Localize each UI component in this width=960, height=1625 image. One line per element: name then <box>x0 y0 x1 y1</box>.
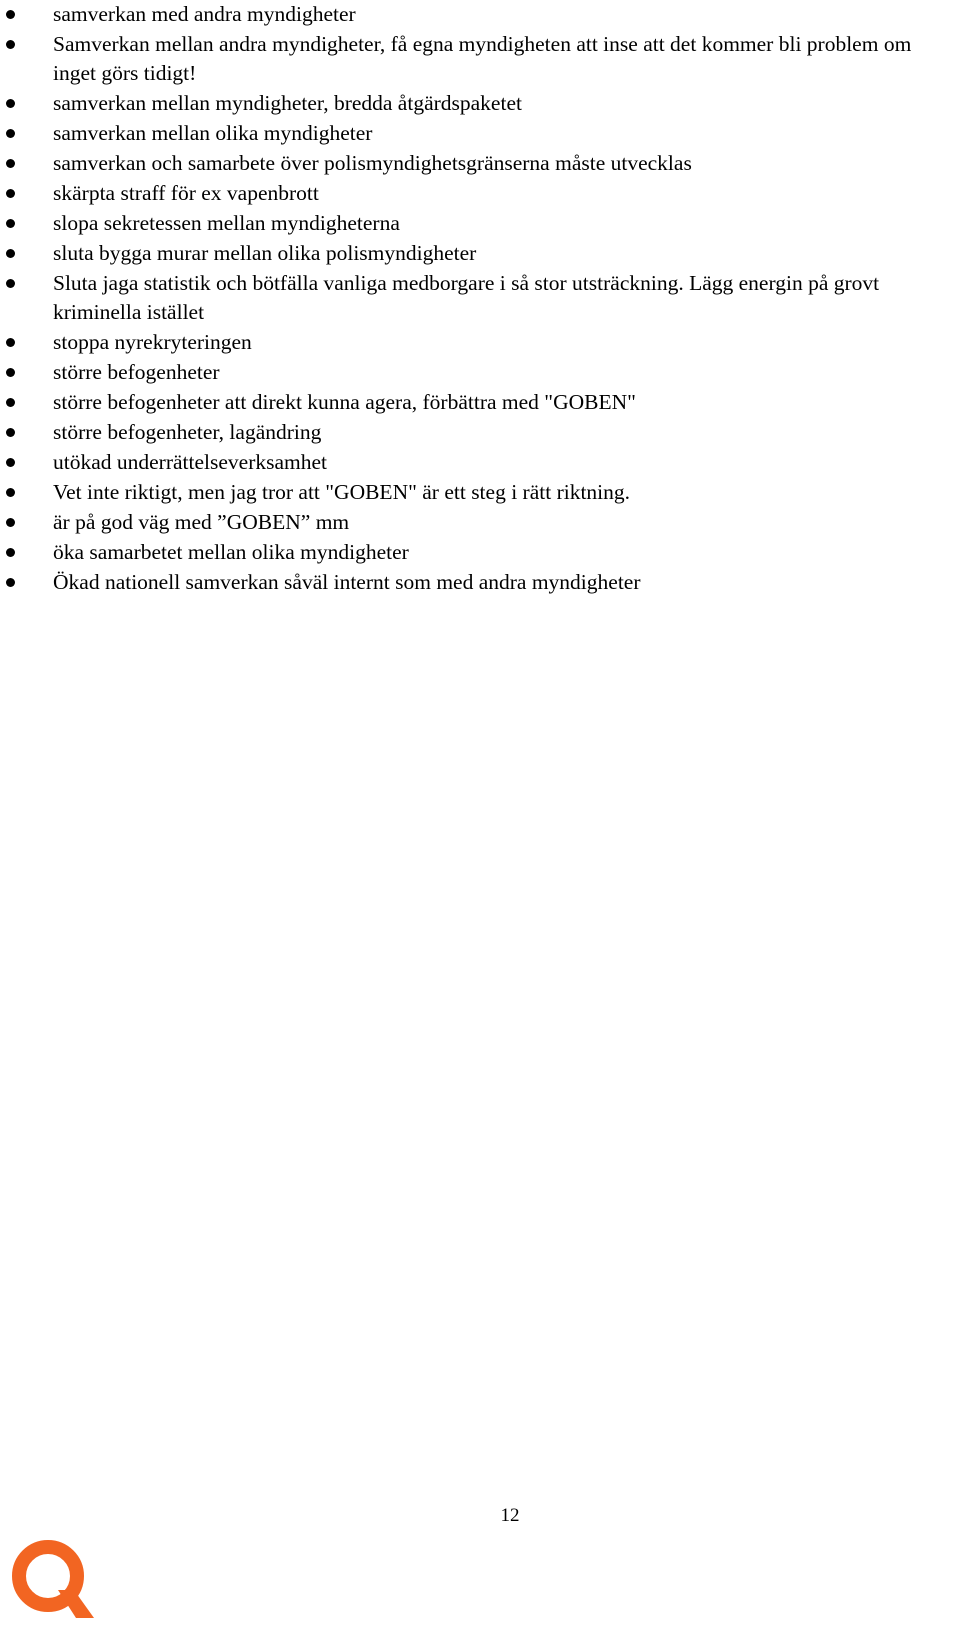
list-item-text: skärpta straff för ex vapenbrott <box>53 181 319 205</box>
bullet-icon <box>6 518 15 527</box>
list-item-text: sluta bygga murar mellan olika polismyndigheter <box>53 241 477 265</box>
bullet-icon <box>6 279 15 288</box>
bullet-icon <box>6 548 15 557</box>
list-item <box>0 0 960 29</box>
bullet-icon <box>6 129 15 138</box>
list-item-text: samverkan mellan olika myndigheter <box>53 121 373 145</box>
list-item-text: större befogenheter att direkt kunna agera, förbättra med "GOBEN" <box>53 390 636 414</box>
list-item-text: Samverkan mellan andra myndigheter, få egna myndigheten att inse att det kommer bli problem om inget görs tidigt! <box>53 32 912 85</box>
list-item-text: Ökad nationell samverkan såväl internt som med andra myndigheter <box>53 570 641 594</box>
list-item <box>0 328 960 357</box>
list-item <box>0 508 960 537</box>
list-item-text: samverkan med andra myndigheter <box>53 2 356 26</box>
list-item <box>0 269 960 327</box>
list-item-text: utökad underrättelseverksamhet <box>53 450 328 474</box>
list-item <box>0 478 960 507</box>
bullet-icon <box>6 338 15 347</box>
list-item <box>0 89 960 118</box>
page-number: 12 <box>500 1505 520 1526</box>
bullet-icon <box>6 368 15 377</box>
bullet-icon <box>6 219 15 228</box>
list-item <box>0 209 960 238</box>
list-item-text: är på god väg med ”GOBEN” mm <box>53 510 350 534</box>
list-item-text: öka samarbetet mellan olika myndigheter <box>53 540 409 564</box>
list-item-text: större befogenheter <box>53 360 220 384</box>
list-item-text: Vet inte riktigt, men jag tror att "GOBEN" är ett steg i rätt riktning. <box>53 480 631 504</box>
bullet-icon <box>6 428 15 437</box>
bullet-icon <box>6 40 15 49</box>
list-item <box>0 448 960 477</box>
bullet-icon <box>6 249 15 258</box>
list-item-text: Sluta jaga statistik och bötfälla vanliga medborgare i så stor utsträckning. Lägg energin på grovt kriminella istället <box>53 271 880 324</box>
bullet-icon <box>6 488 15 497</box>
list-item <box>0 119 960 148</box>
list-item-text: slopa sekretessen mellan myndigheterna <box>53 211 400 235</box>
list-item <box>0 149 960 178</box>
bullet-icon <box>6 10 15 19</box>
bullet-icon <box>6 159 15 168</box>
list-item <box>0 358 960 387</box>
list-item <box>0 239 960 268</box>
list-item <box>0 538 960 567</box>
bullet-icon <box>6 189 15 198</box>
list-item-text: större befogenheter, lagändring <box>53 420 322 444</box>
list-item <box>0 388 960 417</box>
bullet-icon <box>6 578 15 587</box>
list-item-text: samverkan och samarbete över polismyndighetsgränserna måste utvecklas <box>53 151 692 175</box>
list-item-text: samverkan mellan myndigheter, bredda åtgärdspaketet <box>53 91 522 115</box>
list-item <box>0 179 960 208</box>
q-logo-icon <box>8 1538 94 1618</box>
list-item <box>0 568 960 597</box>
bullet-icon <box>6 458 15 467</box>
bullet-icon <box>6 398 15 407</box>
list-item-text: stoppa nyrekryteringen <box>53 330 252 354</box>
response-list <box>0 0 960 598</box>
list-item <box>0 30 960 88</box>
list-item <box>0 418 960 447</box>
bullet-icon <box>6 99 15 108</box>
